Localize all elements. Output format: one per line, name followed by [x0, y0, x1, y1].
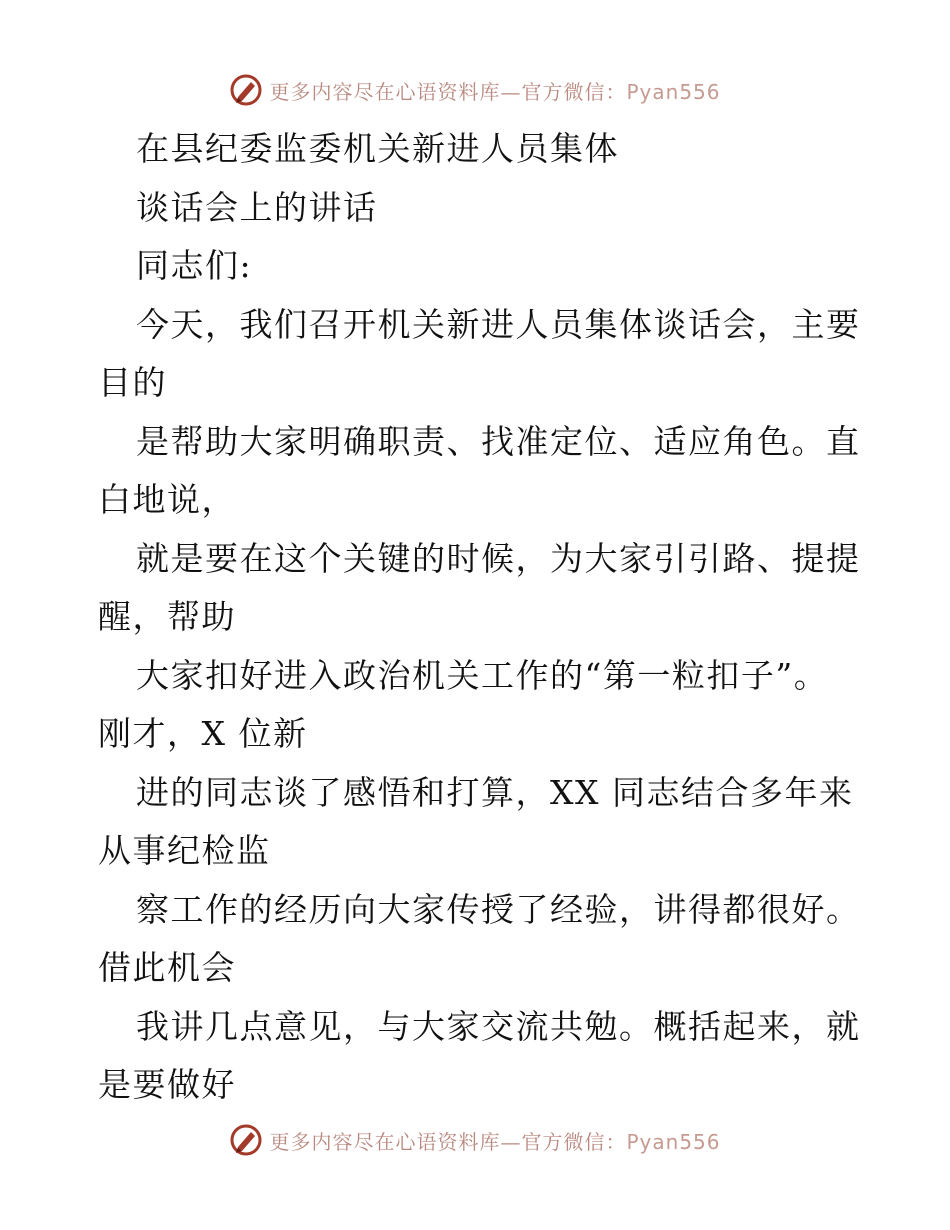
pen-logo-icon: [229, 73, 263, 107]
watermark-text: 更多内容尽在心语资料库—官方微信：Pyan556: [269, 1129, 721, 1154]
text-line: 今天，我们召开机关新进人员集体谈话会，主要: [136, 304, 861, 344]
text-line: 同志们:: [136, 246, 253, 285]
text-line: 目的: [98, 363, 167, 402]
text-line: 察工作的经历向大家传授了经验，讲得都很好。: [136, 889, 861, 929]
text-line: 进的同志谈了感悟和打算，XX 同志结合多年来: [136, 772, 854, 812]
text-line: 在县纪委监委机关新进人员集体: [136, 129, 619, 168]
document-body: [98, 120, 861, 1115]
text-line: 借此机会: [98, 948, 236, 987]
text-line: 我讲几点意见，与大家交流共勉。概括起来，就: [136, 1006, 861, 1046]
text-line: 从事纪检监: [98, 831, 271, 870]
header-watermark: [0, 70, 950, 110]
watermark-text: 更多内容尽在心语资料库—官方微信：Pyan556: [269, 79, 721, 104]
text-line: 是要做好: [98, 1065, 236, 1104]
text-line: 刚才，X 位新: [98, 714, 308, 753]
text-line: 就是要在这个关键的时候，为大家引引路、提提: [136, 538, 861, 578]
text-line: 是帮助大家明确职责、找准定位、适应角色。直: [136, 421, 861, 461]
text-line: 白地说，: [98, 480, 236, 519]
pen-logo-icon: [229, 1123, 263, 1157]
text-line: 醒，帮助: [98, 597, 236, 636]
text-line: 大家扣好进入政治机关工作的“第一粒扣子”。: [136, 655, 829, 695]
footer-watermark: [0, 1120, 950, 1160]
text-line: 谈话会上的讲话: [136, 187, 378, 227]
